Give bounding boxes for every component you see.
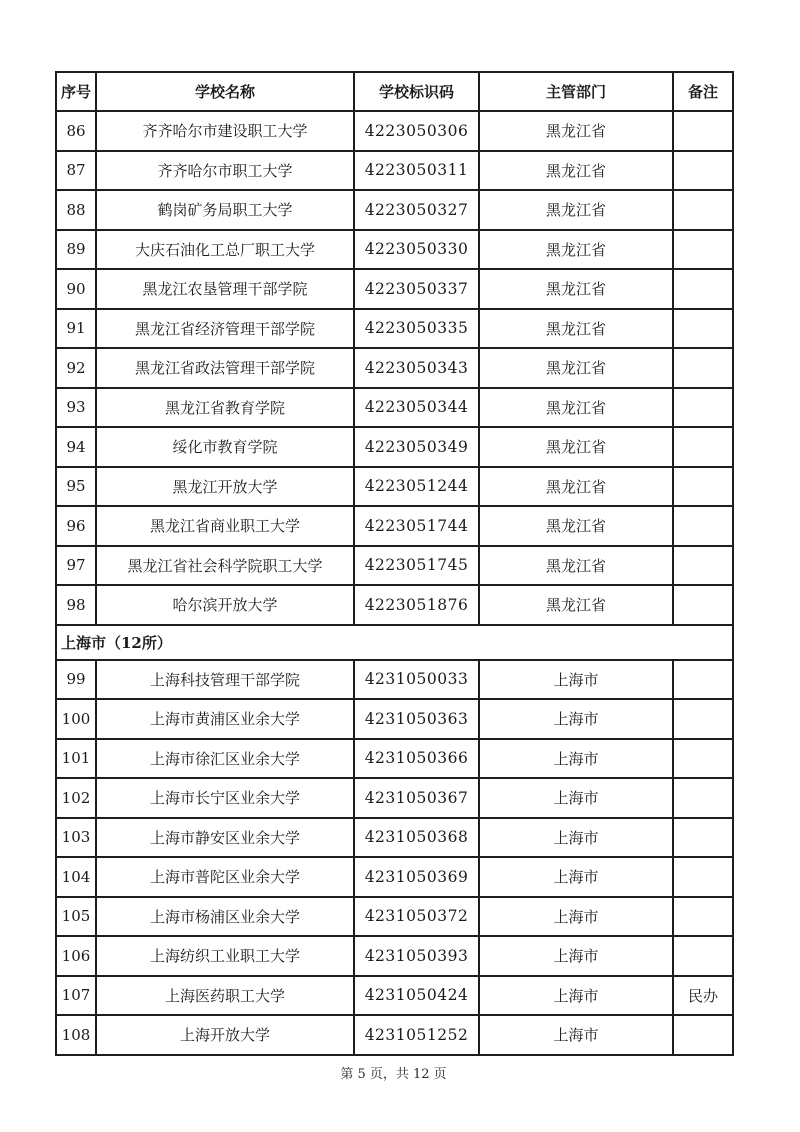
cell-school-name: 上海纺织工业职工大学: [96, 936, 354, 976]
table-row: [56, 467, 733, 507]
table-row: [56, 111, 733, 151]
cell-serial: 87: [56, 151, 96, 191]
cell-serial: 96: [56, 506, 96, 546]
column-header-department: 主管部门: [479, 72, 673, 111]
cell-department: 上海市: [479, 936, 673, 976]
table-row: [56, 818, 733, 858]
cell-note: [673, 506, 733, 546]
table-row: [56, 778, 733, 818]
cell-note: [673, 699, 733, 739]
cell-department: 黑龙江省: [479, 151, 673, 191]
cell-department: 黑龙江省: [479, 309, 673, 349]
cell-department: 黑龙江省: [479, 546, 673, 586]
table-row: [56, 660, 733, 700]
cell-school-name: 上海市杨浦区业余大学: [96, 897, 354, 937]
cell-department: 黑龙江省: [479, 348, 673, 388]
column-header-note: 备注: [673, 72, 733, 111]
cell-note: [673, 348, 733, 388]
cell-department: 上海市: [479, 818, 673, 858]
cell-school-code: 4223050343: [354, 348, 479, 388]
cell-note: [673, 467, 733, 507]
cell-school-name: 黑龙江省社会科学院职工大学: [96, 546, 354, 586]
cell-school-name: 上海市静安区业余大学: [96, 818, 354, 858]
cell-school-code: 4231050393: [354, 936, 479, 976]
cell-serial: 95: [56, 467, 96, 507]
cell-note: 民办: [673, 976, 733, 1016]
cell-serial: 98: [56, 585, 96, 625]
cell-school-name: 上海科技管理干部学院: [96, 660, 354, 700]
table-row: [56, 1015, 733, 1055]
cell-school-code: 4231050424: [354, 976, 479, 1016]
table-row: [56, 151, 733, 191]
cell-department: 黑龙江省: [479, 230, 673, 270]
cell-school-name: 绥化市教育学院: [96, 427, 354, 467]
cell-school-code: 4223050306: [354, 111, 479, 151]
table-row: [56, 348, 733, 388]
cell-note: [673, 660, 733, 700]
cell-note: [673, 857, 733, 897]
cell-note: [673, 936, 733, 976]
page-footer: 第 5 页，共 12 页: [340, 1067, 447, 1082]
table-row: [56, 309, 733, 349]
column-header-serial: 序号: [56, 72, 96, 111]
cell-serial: 93: [56, 388, 96, 428]
table-row: [56, 699, 733, 739]
cell-school-name: 黑龙江省教育学院: [96, 388, 354, 428]
cell-school-name: 大庆石油化工总厂职工大学: [96, 230, 354, 270]
cell-school-code: 4223051744: [354, 506, 479, 546]
header-row: [56, 72, 733, 111]
cell-serial: 99: [56, 660, 96, 700]
cell-school-code: 4231050367: [354, 778, 479, 818]
cell-school-code: 4223050337: [354, 269, 479, 309]
cell-serial: 106: [56, 936, 96, 976]
section-label: 上海市（12所）: [56, 625, 733, 660]
cell-department: 上海市: [479, 857, 673, 897]
cell-school-name: 齐齐哈尔市建设职工大学: [96, 111, 354, 151]
cell-school-name: 黑龙江省商业职工大学: [96, 506, 354, 546]
cell-note: [673, 427, 733, 467]
cell-school-name: 黑龙江农垦管理干部学院: [96, 269, 354, 309]
cell-school-name: 黑龙江开放大学: [96, 467, 354, 507]
cell-note: [673, 388, 733, 428]
cell-serial: 104: [56, 857, 96, 897]
cell-school-code: 4223050330: [354, 230, 479, 270]
cell-school-name: 哈尔滨开放大学: [96, 585, 354, 625]
cell-serial: 92: [56, 348, 96, 388]
cell-school-name: 上海市长宁区业余大学: [96, 778, 354, 818]
cell-school-code: 4231050033: [354, 660, 479, 700]
cell-serial: 103: [56, 818, 96, 858]
cell-school-name: 上海市徐汇区业余大学: [96, 739, 354, 779]
cell-school-code: 4223050311: [354, 151, 479, 191]
cell-school-code: 4223051876: [354, 585, 479, 625]
column-header-school-code: 学校标识码: [354, 72, 479, 111]
cell-note: [673, 739, 733, 779]
cell-serial: 107: [56, 976, 96, 1016]
cell-serial: 102: [56, 778, 96, 818]
table-body: [56, 111, 733, 1055]
cell-school-name: 上海医药职工大学: [96, 976, 354, 1016]
cell-school-code: 4223050349: [354, 427, 479, 467]
cell-note: [673, 269, 733, 309]
cell-school-name: 鹤岗矿务局职工大学: [96, 190, 354, 230]
cell-department: 黑龙江省: [479, 467, 673, 507]
table-row: [56, 976, 733, 1016]
cell-serial: 94: [56, 427, 96, 467]
cell-serial: 90: [56, 269, 96, 309]
table-row: [56, 190, 733, 230]
school-table: [55, 71, 734, 1056]
cell-department: 黑龙江省: [479, 269, 673, 309]
cell-note: [673, 585, 733, 625]
cell-department: 黑龙江省: [479, 427, 673, 467]
table-row: [56, 427, 733, 467]
cell-note: [673, 309, 733, 349]
cell-serial: 89: [56, 230, 96, 270]
cell-serial: 105: [56, 897, 96, 937]
table-row: [56, 546, 733, 586]
cell-school-name: 上海市普陀区业余大学: [96, 857, 354, 897]
cell-school-code: 4231050372: [354, 897, 479, 937]
cell-note: [673, 546, 733, 586]
cell-note: [673, 151, 733, 191]
cell-school-name: 上海市黄浦区业余大学: [96, 699, 354, 739]
cell-note: [673, 230, 733, 270]
cell-note: [673, 778, 733, 818]
cell-school-name: 齐齐哈尔市职工大学: [96, 151, 354, 191]
cell-department: 黑龙江省: [479, 388, 673, 428]
cell-serial: 91: [56, 309, 96, 349]
table-row: [56, 585, 733, 625]
cell-school-code: 4223051244: [354, 467, 479, 507]
cell-school-name: 黑龙江省政法管理干部学院: [96, 348, 354, 388]
cell-school-code: 4223051745: [354, 546, 479, 586]
table-row: [56, 739, 733, 779]
cell-department: 上海市: [479, 739, 673, 779]
cell-serial: 97: [56, 546, 96, 586]
cell-note: [673, 111, 733, 151]
cell-note: [673, 1015, 733, 1055]
cell-school-name: 上海开放大学: [96, 1015, 354, 1055]
cell-school-name: 黑龙江省经济管理干部学院: [96, 309, 354, 349]
cell-school-code: 4223050344: [354, 388, 479, 428]
column-header-school-name: 学校名称: [96, 72, 354, 111]
cell-department: 上海市: [479, 1015, 673, 1055]
cell-note: [673, 818, 733, 858]
cell-school-code: 4231050366: [354, 739, 479, 779]
table-row: [56, 269, 733, 309]
table-row: [56, 897, 733, 937]
cell-school-code: 4231051252: [354, 1015, 479, 1055]
cell-department: 上海市: [479, 976, 673, 1016]
cell-department: 上海市: [479, 660, 673, 700]
cell-department: 黑龙江省: [479, 190, 673, 230]
cell-department: 上海市: [479, 897, 673, 937]
cell-school-code: 4231050369: [354, 857, 479, 897]
cell-school-code: 4231050363: [354, 699, 479, 739]
cell-note: [673, 897, 733, 937]
cell-department: 上海市: [479, 778, 673, 818]
cell-department: 黑龙江省: [479, 111, 673, 151]
table-row: [56, 857, 733, 897]
section-row: [56, 625, 733, 660]
cell-serial: 108: [56, 1015, 96, 1055]
cell-school-code: 4223050335: [354, 309, 479, 349]
table-row: [56, 388, 733, 428]
cell-serial: 86: [56, 111, 96, 151]
table-row: [56, 506, 733, 546]
cell-school-code: 4223050327: [354, 190, 479, 230]
cell-department: 上海市: [479, 699, 673, 739]
cell-department: 黑龙江省: [479, 585, 673, 625]
cell-note: [673, 190, 733, 230]
cell-serial: 88: [56, 190, 96, 230]
cell-department: 黑龙江省: [479, 506, 673, 546]
cell-school-code: 4231050368: [354, 818, 479, 858]
table-row: [56, 936, 733, 976]
cell-serial: 100: [56, 699, 96, 739]
cell-serial: 101: [56, 739, 96, 779]
table-row: [56, 230, 733, 270]
